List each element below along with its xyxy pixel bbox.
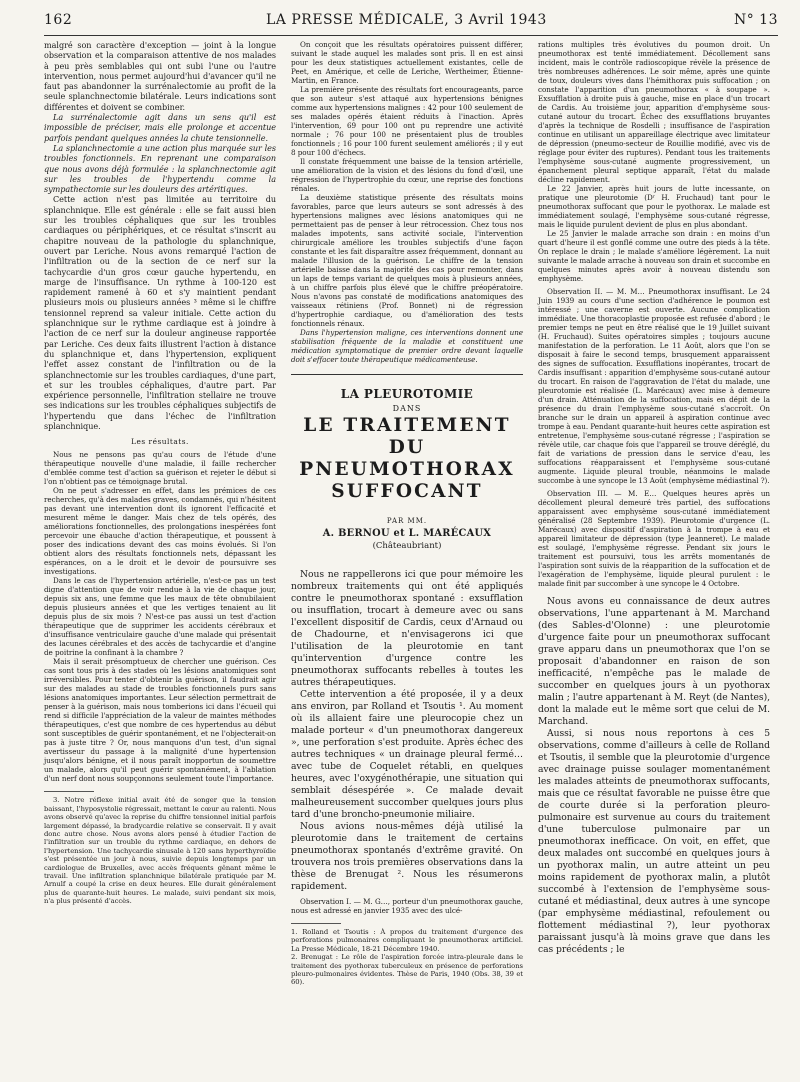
section-heading: Les résultats. <box>131 437 189 447</box>
page-number: 162 <box>44 12 73 28</box>
paragraph: Le 25 Janvier le malade arrache son drain : en moins d'un quart d'heure il est gonflé comme une outre des pieds à la tête. On replace le drain ; le malade s'améliore légèrement. La nuit suivante le malade arrache à nouveau son drain et succombe en quelques minutes après avoir à nouveau distendu son emphysème. <box>538 229 770 283</box>
paragraph: Dans le cas de l'hypertension artérielle, n'est-ce pas un test digne d'attention que de voir rendue à la vie de chaque jour, depuis six ans, une femme que les maux de tête obnubilaient depuis plusieurs années et que les vertiges tenaient au lit depuis plus de six mois ? N'est-ce pas aussi un test d'action thérapeutique que de supprimer les accidents cérébraux et d'insuffisance ventriculaire gauche d'une malade qui présentait des lacunes cérébrales et des accès de tachycardie et d'angine de poitrine la confinant à la chambre ? <box>44 576 276 658</box>
paragraph: On conçoit que les résultats opératoires puissent différer, suivant le stade auquel les malades sont pris. Il en est ainsi pour les deux statistiques actuellement existantes, celle de Peet, en Amérique, et celle de Leriche, Wertheimer, Étienne-Martin, en France. <box>291 40 523 85</box>
paragraph: On ne peut s'adresser en effet, dans les prémices de ces recherches, qu'à des malades graves, condamnés, qui n'hésitent pas devant une intervention dont ils ignorent l'efficacité et mesurent même le danger. Mais chez de tels opérés, des améliorations fonctionnelles, des prolongations inespérées font percevoir une ébauche d'action thérapeutique, et poussent à poser des indications devant des cas moins évolués. Si l'on obtient alors des résultats fonctionnels nets, dépassant les espérances, on a le droit et le devoir de poursuivre ses investigations. <box>44 486 276 577</box>
paragraph: La deuxième statistique présente des résultats moins favorables, parce que leurs auteurs se sont adressés à des hypertensions malignes avec lésions anatomiques qui ne permettaient pas de penser à leur rétrocession. Chez tous nos malades impotents, sans activité sociale, l'intervention chirurgicale améliore les troubles subjectifs d'une façon constante et les fait disparaître assez fréquemment, donnant au malade l'illusion de la guérison. Le chiffre de la tension artérielle baisse dans la majorité des cas pour remonter, dans un laps de temps variant de quelques mois à plusieurs années, à un chiffre parfois plus élevé que le chiffre préopératoire. Nous n'avons pas constaté de modifications anatomiques des vaisseaux rétiniens (Prof. Bonnet) ni de régression d'hypertrophie cardiaque, ou d'amélioration des tests fonctionnels rénaux. <box>291 193 523 328</box>
paragraph: Nous ne pensons pas qu'au cours de l'étude d'une thérapeutique nouvelle d'une maladie, il faille rechercher d'emblée comme test d'action sa guérison et rejeter le début si l'on n'obtient pas ce témoignage brutal. <box>44 450 276 487</box>
article-authors: A. BERNOU et L. MARÉCAUX <box>322 528 492 539</box>
footnote: 1. Rolland et Tsoutis : À propos du traitement d'urgence des perforations pulmonaires compliquant le pneumothorax artificiel. La Presse Médicale, 18-21 Décembre 1940. <box>291 928 523 953</box>
conclusion-paragraph: Dans l'hypertension maligne, ces interventions donnent une stabilisation fréquente de la maladie et constituent une médication symptomatique de premier ordre devant laquelle doit s'effacer toute thérapeutique médicamenteuse. <box>291 328 523 364</box>
journal-title: LA PRESSE MÉDICALE, 3 Avril 1943 <box>266 12 547 28</box>
paragraph: La splanchnectomie a une action plus marquée sur les troubles fonctionnels. En reprenant une comparaison que nous avons déjà formulée : la splanchnectomie agit sur les troubles de l'hypertendu comme la sympathectomie sur les douleurs des artéritiques. <box>44 142 276 195</box>
article-place: (Châteaubriant) <box>372 541 442 551</box>
page-header <box>44 12 778 32</box>
byline-par: PAR MM. <box>386 517 428 525</box>
column-2 <box>291 40 523 987</box>
header-rule <box>44 35 778 36</box>
paragraph: malgré son caractère d'exception — joint à la longue observation et la comparaison attentive de nos malades à peu près semblables qui ont subi l'une ou l'autre intervention, nous permet aujourd'hui d'avancer qu'il ne faut pas abandonner la surrénalectomie au profit de la seule splanchnectomie bilatérale. Leurs indications sont différentes et doivent se combiner. <box>44 40 276 112</box>
article-separator <box>291 374 523 375</box>
footnote-rule <box>44 791 94 792</box>
paragraph: Nous ne rappellerons ici que pour mémoire les nombreux traitements qui ont été appliqués contre le pneumothorax spontané : exsufflation ou insufflation, trocart à demeure avec ou sans l'excellent dispositif de Cardis, ceux d'Arnaud ou de Chadourne, et n'envisagerons ici que l'utilisation de la pleurotomie en tant qu'intervention d'urgence contre les pneumothorax suffocants rebelles à toutes les autres thérapeutiques. <box>291 569 523 688</box>
paragraph: Aussi, si nous nous reportons à ces 5 observations, comme d'ailleurs à celle de Rolland et Tsoutis, il semble que la pleurotomie d'urgence avec drainage puisse soulager momentanément les malades atteints de pneumothorax suffocants, mais que ce résultat favorable ne puisse être que de courte durée si la perforation pleuro-pulmonaire est survenue au cours du traitement d'une tuberculose pulmonaire par un pneumothorax inefficace. On voit, en effet, que deux malades ont succombé en quelques jours à un pyothorax malin, un autre atteint un peu moins rapidement de pyothorax malin, a plutôt succombé à l'extension de l'emphysème sous-cutané et médiastinal, deux autres à une syncope (par emphysème médiastinal, refoulement ou flottement médiastinal ?), leur pyothorax paraissant jusqu'à là moins grave que dans les cas précédents ; le <box>538 728 770 955</box>
paragraph: Il constate fréquemment une baisse de la tension artérielle, une amélioration de la vision et des lésions du fond d'œil, une régression de l'hypertrophie du cœur, une reprise des fonctions rénales. <box>291 157 523 193</box>
article-body <box>291 569 523 893</box>
paragraph: La surrénalectomie agit dans un sens qu'il est impossible de préciser, mais elle prolonge et accentue parfois pendant quelques années la chute tensionnelle. <box>44 112 276 143</box>
footnote-rule <box>291 923 341 924</box>
article-title-line-3: SUFFOCANT <box>331 481 483 502</box>
paragraph: Mais il serait présomptueux de chercher une guérison. Ces cas sont tous pris à des stades où les lésions anatomiques sont irréversibles. Pour tenter d'obtenir la guérison, il faudrait agir sur des malades au stade de troubles fonctionnels purs sans lésions anatomiques importantes. Leur sélection permettrait de penser à la guérison, mais nous tomberions ici dans l'écueil qui rend si difficile l'appréciation de la valeur de maintes méthodes thérapeutiques, c'est que nombre de ces hypertendus au début sont susceptibles de guérir spontanément, et ne l'objecterait-on pas à juste titre ? Or, nous manquons d'un test, d'un signal avertisseur du passage à la malignité d'une hypertension jusqu'alors bénigne, et il nous paraît inopportun de soumettre un malade, alors qu'il peut guérir spontanément, à l'ablation d'un nerf dont nous soupçonnons seulement toute l'importance. <box>44 657 276 784</box>
paragraph: La première présente des résultats fort encourageants, parce que son auteur s'est attaqué aux hypertensions bénignes comme aux hypertensions malignes : 42 pour 100 seulement de ses malades opérés étaient réduits à l'inaction. Après l'intervention, 69 pour 100 ont pu reprendre une activité normale ; 76 pour 100 ne présentaient plus de troubles fonctionnels ; 16 pour 100 furent seulement améliorés ; il y eut 8 pour 100 d'échecs. <box>291 85 523 157</box>
paragraph: Cette intervention a été proposée, il y a deux ans environ, par Rolland et Tsoutis ¹. Au moment où ils allaient faire une pleurocopie chez un malade porteur « d'un pneumothorax dangereux », une perforation s'est produite. Après échec des autres techniques « un drainage pleural fermé… avec tube de Coquelet rétabli, en quelques heures, avec l'oxygénothérapie, une situation qui semblait désespérée ». Ce malade devait malheureusement succomber quelques jours plus tard d'une broncho-pneumonie miliaire. <box>291 689 523 820</box>
paragraph: Cette action n'est pas limitée au territoire du splanchnique. Elle est générale : elle se fait aussi bien sur les troubles céphaliques que sur les troubles cardiaques ou périphériques, et ce résultat s'inscrit au chapitre nouveau de la pathologie du splanchnique, ouvert par Leriche. Nous avons remarqué l'action de l'infiltration ou de la section de ce nerf sur la tachycardie d'un gros cœur gauche hypertendu, en marge de l'insuffisance. Un rythme à 100-120 est rapidement ramené à 60 et s'y maintient pendant plusieurs mois ou plusieurs années ³ même si le chiffre tensionnel reprend sa valeur initiale. Cette action du splanchnique sur le rythme cardiaque est à joindre à l'action de ce nerf sur la douleur angineuse rapportée par Leriche. Ces deux faits illustrent l'action à distance du splanchnique et, dans l'hypertension, expliquent l'effet assez constant de l'infiltration ou de la splanchnectomie sur les troubles cardiaques, d'une part, et sur les troubles céphaliques, d'autre part. Par expérience personnelle, l'infiltration stellaire ne trouve ses indications sur les troubles céphaliques subjectifs de l'hypertendu que dans l'échec de l'infiltration splanchnique. <box>44 194 276 431</box>
article-title-line-2: DU PNEUMOTHORAX <box>299 437 515 480</box>
paragraph: rations multiples très évolutives du poumon droit. Un pneumothorax est tenté immédiatement. Décollement sans incident, mais le contrôle radioscopique révèle la présence de très nombreuses adhérences. Le soir même, après une quinte de toux, douleurs vives dans l'hémithorax puis suffocation ; on constate l'apparition d'un pneumothorax « à soupape ». Exsufflation à droite puis à gauche, mise en place d'un trocart de Cardis. Au troisième jour, apparition d'emphysème sous-cutané autour du trocart. Échec des exsufflations bruyantes d'après la technique de Rosdelli ; insuffisance de l'aspiration continue en utilisant un appareillage électrique avec limitateur de dépression (pneumo-secteur de Rouillie modifié, avec vis de réglage pour éviter des ruptures). Pendant tous les traitements l'emphysème sous-cutané augmente progressivement, un épanchement pleural septique apparaît, l'état du malade décline rapidement. <box>538 40 770 184</box>
observation-2: Observation II. — M. M… Pneumothorax insuffisant. Le 24 Juin 1939 au cours d'une section d'adhérence le poumon est intéressé ; une caverne est ouverte. Aucune complication immédiate. Une thoracoplastie proposée est refusée d'abord ; le premier temps ne peut en être réalisé que le 19 Juillet suivant (H. Fruchaud). Suites opératoires simples ; toujours aucune manifestation de la perforation. Le 11 Août, alors que l'on se disposait à faire le second temps, brusquement apparaissent des signes de suffocation. Exsufflations inopérantes, trocart de Cardis insuffisant : apparition d'emphysème sous-cutané autour du trocart. En raison de l'aggravation de l'état du malade, une pleurotomie est réalisée (L. Marécaux) avec mise à demeure d'un drain. Atténuation de la suffocation, mais en dépit de la présence du drain l'emphysème sous-cutané s'accroît. On branche sur le drain un appareil à aspiration continue avec trompe à eau. Pendant quarante-huit heures cette aspiration est entretenue, l'emphysème sous-cutané régresse ; l'aspiration se révèle utile, car chaque fois que l'appareil se trouve déréglé, du fait de variations de pression dans le service d'eau, les suffocations réapparaissent et l'emphysème sous-cutané augmente. Liquide pleural trouble, néanmoins le malade succombe à une syncope le 13 Août (emphysème médiastinal ?). <box>538 287 770 485</box>
paragraph: Le 22 Janvier, après huit jours de lutte incessante, on pratique une pleurotomie (Dʳ H. Fruchaud) tant pour le pneumothorax suffocant que pour le pyothorax. Le malade est immédiatement soulagé, l'emphysème sous-cutané régresse, mais le liquide purulent devient de plus en plus abondant. <box>538 184 770 229</box>
observation-3: Observation III. — M. E… Quelques heures après un décollement pleural demeuré très partiel, des suffocations apparaissent avec emphysème sous-cutané immédiatement généralisé (28 Septembre 1939). Pleurotomie d'urgence (L. Marécaux) avec dispositif d'aspiration à la trompe à eau et appareil limitateur de dépression (type Jeanneret). Le malade est soulagé, l'emphysème régresse. Pendant six jours le traitement est poursuivi, tous les arrêts momentanés de l'aspiration sont suivis de la réapparition de la suffocation et de l'exagération de l'emphysème, liquide pleural purulent : le malade finit par succomber à une syncope le 4 Octobre. <box>538 489 770 588</box>
article-title-line-1: LE TRAITEMENT <box>303 415 511 436</box>
column-1 <box>44 40 276 906</box>
paragraph: Nous avions nous-mêmes déjà utilisé la pleurotomie dans le traitement de certains pneumothorax spontanés d'extrême gravité. On trouvera nos trois premières observations dans la thèse de Brenugat ². Nous les résumerons rapidement. <box>291 821 523 892</box>
column-3 <box>538 40 770 956</box>
observation-1: Observation I. — M. G…, porteur d'un pneumothorax gauche, nous est adressé en janvier 1935 avec des ulcé- <box>291 897 523 915</box>
issue-number: N° 13 <box>733 12 778 28</box>
paragraph: Nous avons eu connaissance de deux autres observations, l'une appartenant à M. Marchand (des Sables-d'Olonne) : une pleurotomie d'urgence faite pour un pneumothorax suffocant grave apparu dans un pneumothorax que l'on se proposait d'abandonner en raison de son inefficacité, n'empêche pas le malade de succomber en quelques jours à un pyothorax malin ; l'autre appartenant à M. Reyt (de Nantes), dont la malade eut le même sort que celui de M. Marchand. <box>538 596 770 727</box>
article-kicker-dans: DANS <box>392 404 422 413</box>
footnote: 3. Notre réflexe initial avait été de songer que la tension baissant, l'hyposystolie régressait, mettant le cœur au ralenti. Nous avons observé qu'avec la reprise du chiffre tensionnel initial parfois largement dépassé, la bradycardie relative se conservait. Il y avait donc autre chose. Nous avons alors pensé à étudier l'action de l'infiltration sur un trouble du rythme cardiaque, en dehors de l'hypertension. Une tachycardie sinusale à 120 sans hyperthyroïdie s'est présentée un jour à nous, suivie depuis longtemps par un cardiologue de Bruxelles, avec accès fréquents gênant même le travail. Une infiltration splanchnique bilatérale pratiquée par M. Arnulf a coupé la crise en deux heures. Elle durait généralement plus de quarante-huit heures. Le malade, suivi pendant six mois, n'a plus présenté d'accès. <box>44 796 276 906</box>
footnote: 2. Brenugat : Le rôle de l'aspiration forcée intra-pleurale dans le traitement des pyothorax tuberculeux en présence de perforations pleuro-pulmonaires évidentes. Thèse de Paris, 1940 (Obs. 38, 39 et 60). <box>291 953 523 987</box>
article-kicker: LA PLEUROTOMIE <box>340 387 474 401</box>
